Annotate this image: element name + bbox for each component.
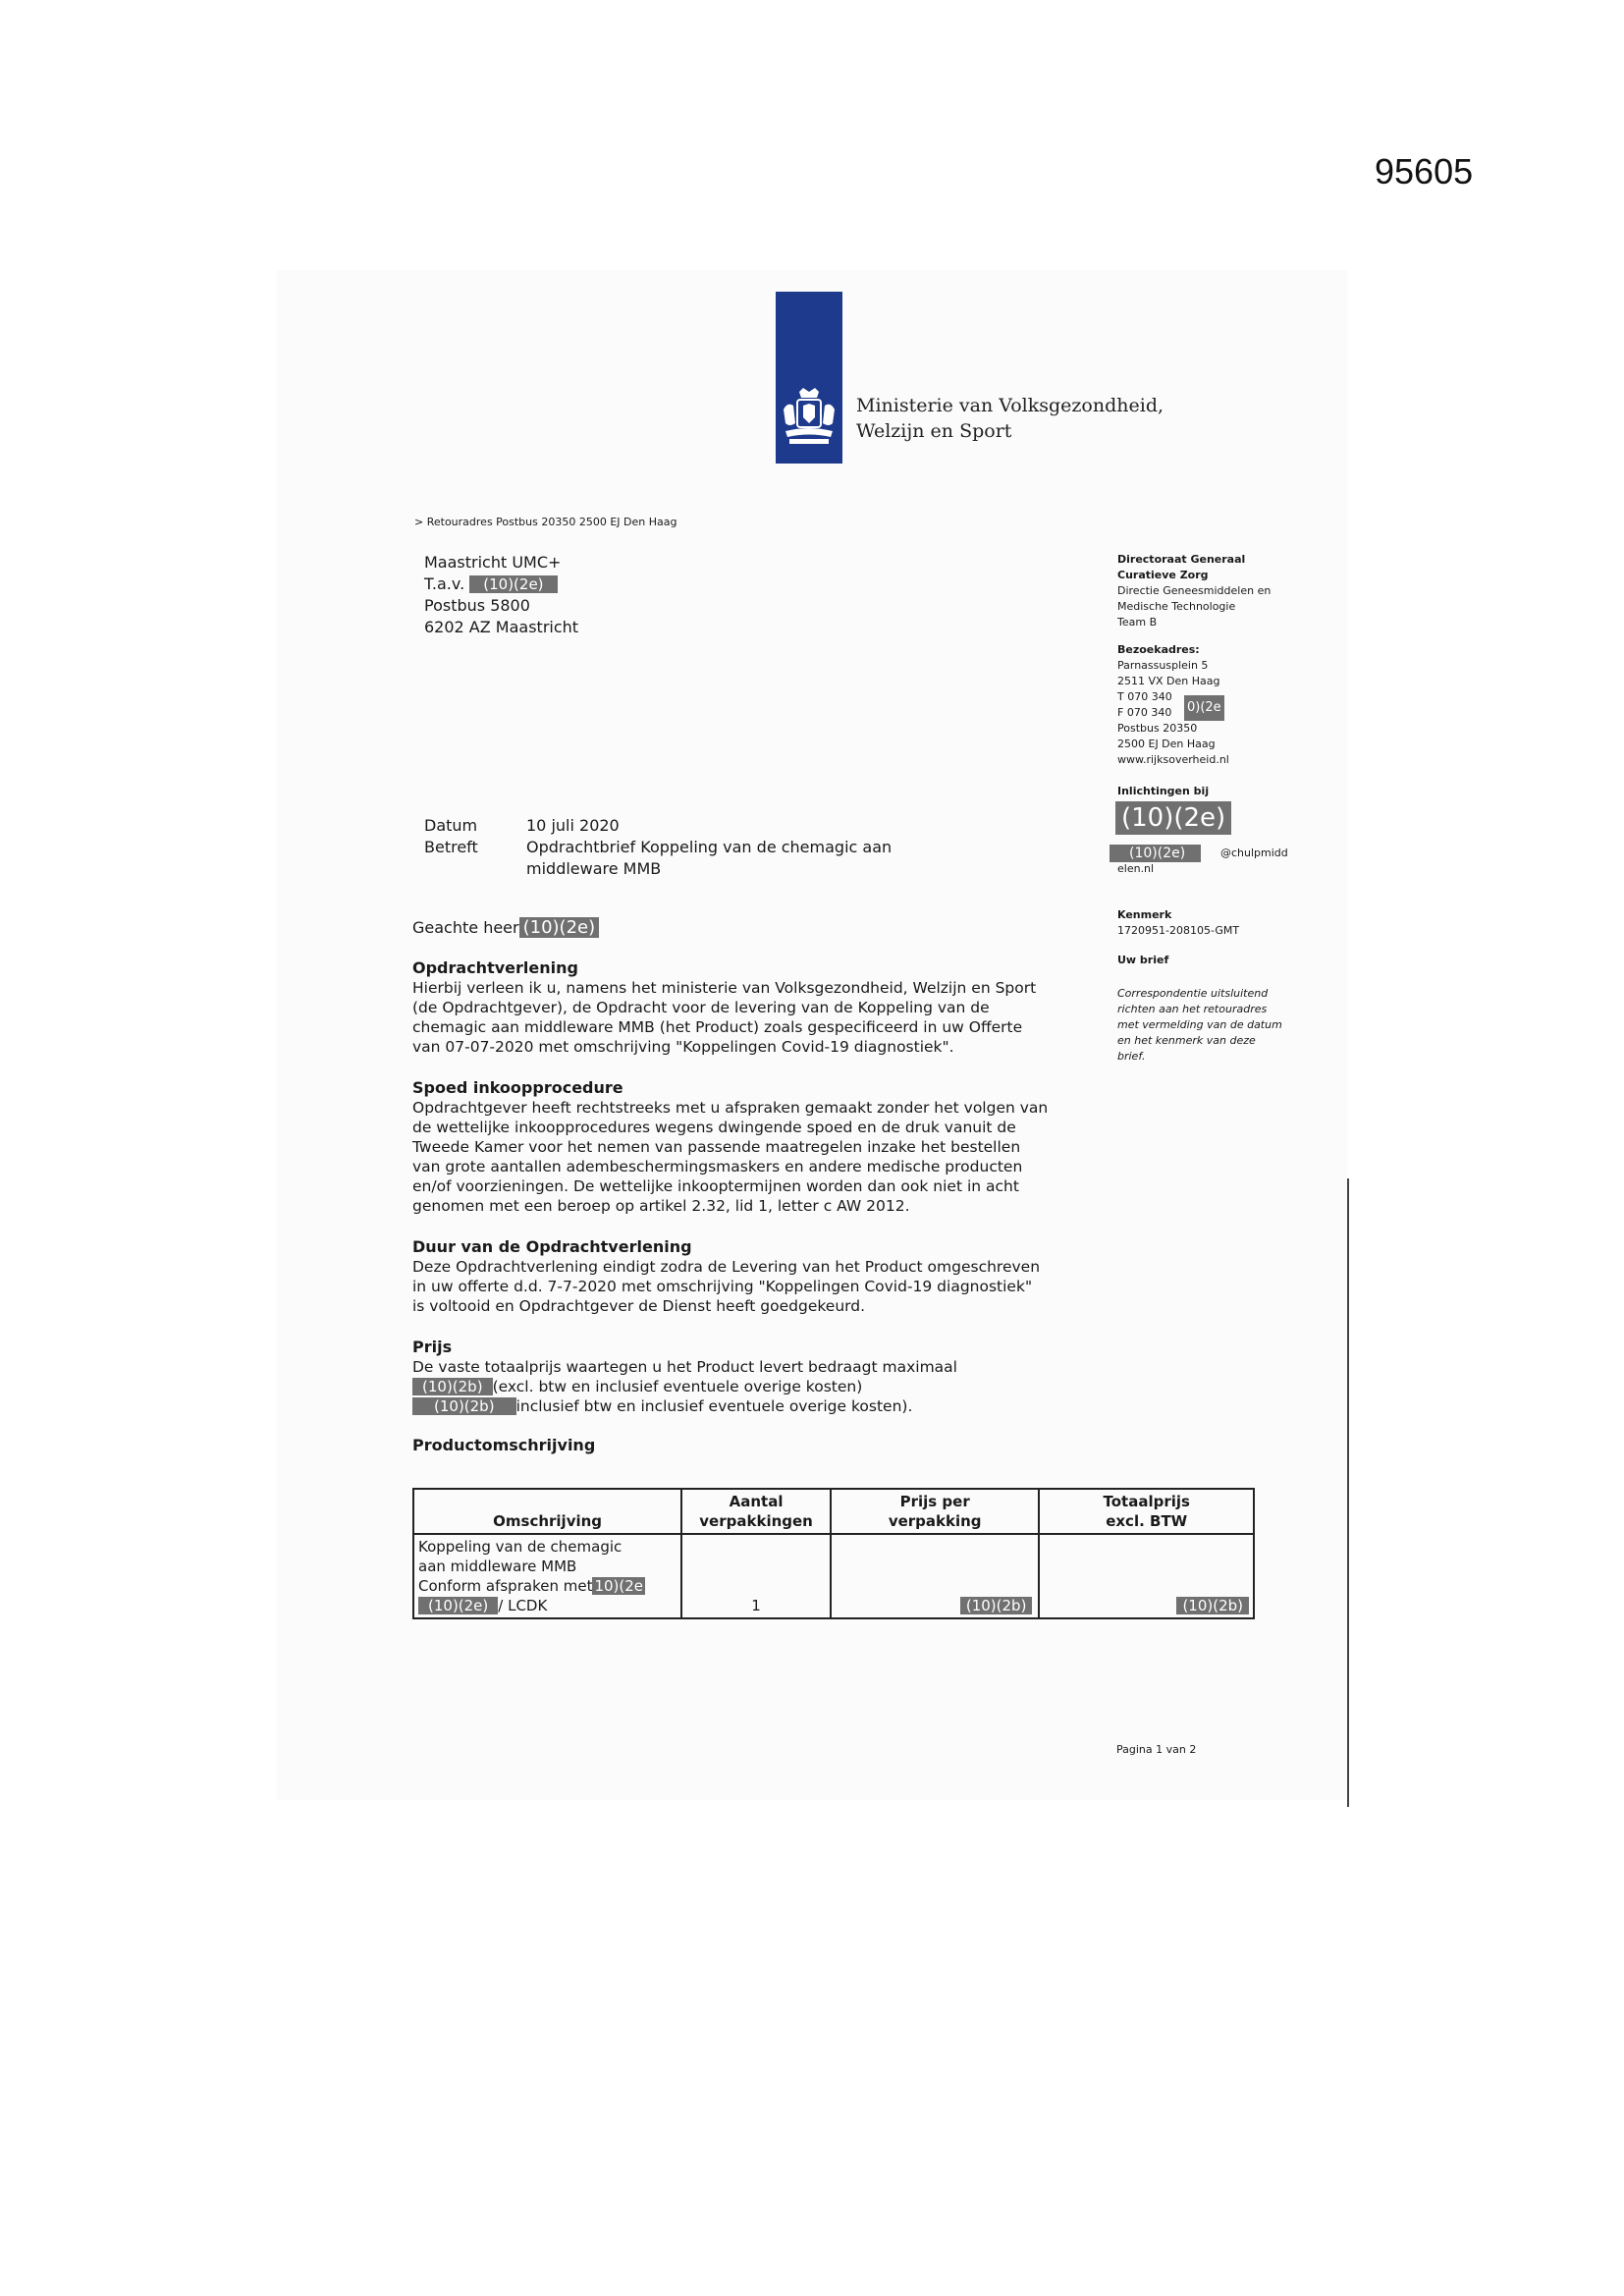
table-cell-price [831, 1534, 1039, 1618]
sidebar-your-letter-label: Uw brief [1117, 954, 1169, 966]
redaction-box: (10)(2b) [960, 1597, 1033, 1614]
redaction-box: 10)(2e [594, 1577, 644, 1595]
recipient-postbus: Postbus 5800 [424, 596, 530, 615]
sidebar-phone: T 070 340 [1117, 690, 1172, 703]
price-incl-text: inclusief btw en inclusief eventuele overige kosten). [515, 1397, 913, 1415]
cell-line: aan middleware MMB [418, 1558, 577, 1575]
page-number: Pagina 1 van 2 [1116, 1743, 1197, 1756]
subject-label: Betreft [424, 838, 478, 856]
section-heading: Prijs [412, 1338, 453, 1356]
redaction-box: (10)(2b) [412, 1378, 493, 1395]
sidebar-dept1: Directie Geneesmiddelen en [1117, 584, 1272, 597]
table-cell-quantity: 1 [681, 1534, 831, 1618]
redaction-box: (10)(2e) [469, 575, 557, 593]
section-heading: Spoed inkoopprocedure [412, 1078, 623, 1097]
redaction-box: (10)(2e) [1110, 845, 1201, 862]
subject-line2: middleware MMB [526, 859, 662, 878]
section-assignment [412, 958, 1100, 1057]
table-header-row [413, 1489, 1254, 1534]
redaction-box: (10)(2b) [1176, 1597, 1249, 1614]
sidebar-note [1117, 986, 1282, 1065]
body-line: van 07-07-2020 met omschrijving "Koppelingen Covid-19 diagnostiek". [412, 1038, 954, 1056]
sidebar-info-label: Inlichtingen bij [1117, 785, 1210, 797]
body-line [412, 1377, 1119, 1396]
sidebar-team: Team B [1117, 616, 1158, 629]
redaction-box: (10)(2e) [519, 917, 600, 938]
section-urgent-procurement [412, 1078, 1119, 1216]
salutation [412, 915, 599, 941]
body-line: is voltooid en Opdrachtgever de Dienst heeft goedgekeurd. [412, 1297, 866, 1315]
table-header [831, 1489, 1039, 1534]
sidebar-reference: 1720951-208105-GMT [1117, 924, 1240, 937]
redaction-box: (10)(2e) [418, 1597, 498, 1614]
sidebar-dept2: Medische Technologie [1117, 600, 1236, 613]
sidebar-fax: F 070 340 [1117, 706, 1172, 719]
page-edge [1347, 1178, 1349, 1807]
ministry-name-line2: Welzijn en Sport [856, 420, 1012, 442]
table-cell-description [413, 1534, 681, 1618]
sidebar-note5: brief. [1117, 1050, 1146, 1063]
body-line: genomen met een beroep op artikel 2.32, lid 1, letter c AW 2012. [412, 1197, 910, 1215]
sidebar-postbus: Postbus 20350 [1117, 722, 1198, 735]
cell-text: Conform afspraken met [418, 1577, 593, 1595]
cell-line [418, 1596, 677, 1615]
sidebar-visit1: Parnassusplein 5 [1117, 659, 1209, 672]
sidebar-email-part1: @chulpmidd [1220, 847, 1288, 859]
product-table [412, 1488, 1255, 1619]
body-line: in uw offerte d.d. 7-7-2020 met omschrijving "Koppelingen Covid-19 diagnostiek" [412, 1278, 1033, 1295]
header-line: excl. BTW [1106, 1512, 1188, 1530]
body-line: (de Opdrachtgever), de Opdracht voor de levering van de Koppeling van de [412, 999, 990, 1016]
body-line: van grote aantallen adembeschermingsmaskers en andere medische producten [412, 1158, 1023, 1175]
body-line: chemagic aan middleware MMB (het Product) zoals gespecificeerd in uw Offerte [412, 1018, 1023, 1036]
cell-line: Koppeling van de chemagic [418, 1538, 623, 1556]
body-line: De vaste totaalprijs waartegen u het Product levert bedraagt maximaal [412, 1358, 957, 1376]
body-line: Hierbij verleen ik u, namens het ministerie van Volksgezondheid, Welzijn en Sport [412, 979, 1037, 997]
subject-line1: Opdrachtbrief Koppeling van de chemagic aan [526, 838, 893, 856]
section-heading: Duur van de Opdrachtverlening [412, 1237, 692, 1256]
body-line: de wettelijke inkoopprocedures wegens dwingende spoed en de druk vanuit de [412, 1119, 1016, 1136]
price-excl-text: (excl. btw en inclusief eventuele overige kosten) [492, 1378, 863, 1395]
header-line: Prijs per [899, 1493, 970, 1510]
sidebar-note1: Correspondentie uitsluitend [1117, 987, 1269, 1000]
sidebar-note4: en het kenmerk van deze [1117, 1034, 1256, 1047]
ministry-name-line1: Ministerie van Volksgezondheid, [856, 395, 1164, 416]
sidebar-visit2: 2511 VX Den Haag [1117, 675, 1220, 687]
recipient-city: 6202 AZ Maastricht [424, 618, 579, 636]
return-address: > Retouradres Postbus 20350 2500 EJ Den Haag [414, 516, 677, 528]
sidebar-website: www.rijksoverheid.nl [1117, 753, 1229, 766]
salutation-text: Geachte heer [412, 918, 519, 937]
section-heading: Productomschrijving [412, 1436, 596, 1454]
body-line: Deze Opdrachtverlening eindigt zodra de Levering van het Product omgeschreven [412, 1258, 1041, 1276]
body-line: en/of voorzieningen. De wettelijke inkooptermijnen worden dan ook niet in acht [412, 1177, 1019, 1195]
body-line: Tweede Kamer voor het nemen van passende maatregelen inzake het bestellen [412, 1138, 1021, 1156]
document-number: 95605 [1375, 151, 1474, 191]
recipient-attention [424, 574, 558, 595]
sidebar-note3: met vermelding van de datum [1117, 1018, 1282, 1031]
header-line: verpakking [888, 1512, 982, 1530]
date-value: 10 juli 2020 [526, 816, 620, 835]
table-row [413, 1534, 1254, 1618]
sidebar-postcode: 2500 EJ Den Haag [1117, 738, 1216, 750]
redaction-box: 0)(2e [1184, 695, 1224, 721]
redaction-box: (10)(2b) [412, 1397, 516, 1415]
table-header [413, 1489, 681, 1534]
cell-line [418, 1576, 677, 1596]
sidebar-note2: richten aan het retouradres [1117, 1003, 1268, 1015]
sidebar [1117, 552, 1271, 630]
date-label: Datum [424, 816, 478, 835]
section-duration [412, 1237, 1119, 1316]
sidebar-email-part2: elen.nl [1117, 862, 1155, 875]
recipient-org: Maastricht UMC+ [424, 553, 562, 572]
sidebar-directorate: Directoraat Generaal [1117, 553, 1246, 566]
body-line [412, 1396, 1119, 1416]
table-cell-total [1039, 1534, 1254, 1618]
redaction-box: (10)(2e) [1115, 801, 1231, 835]
section-heading: Opdrachtverlening [412, 958, 578, 977]
table-header [681, 1489, 831, 1534]
sidebar-directorate2: Curatieve Zorg [1117, 569, 1209, 581]
body-line: Opdrachtgever heeft rechtstreeks met u afspraken gemaakt zonder het volgen van [412, 1099, 1049, 1117]
cell-text: / LCDK [498, 1597, 548, 1614]
attention-prefix: T.a.v. [424, 574, 465, 593]
table-header [1039, 1489, 1254, 1534]
header-line: Aantal [729, 1493, 784, 1510]
section-price [412, 1338, 1119, 1416]
header-line: verpakkingen [699, 1512, 813, 1530]
sidebar-reference-label: Kenmerk [1117, 908, 1172, 921]
header-line: Totaalprijs [1103, 1493, 1190, 1510]
sidebar-visit-label: Bezoekadres: [1117, 643, 1200, 656]
header-line: Omschrijving [493, 1512, 603, 1530]
royal-crest-icon [778, 386, 840, 451]
